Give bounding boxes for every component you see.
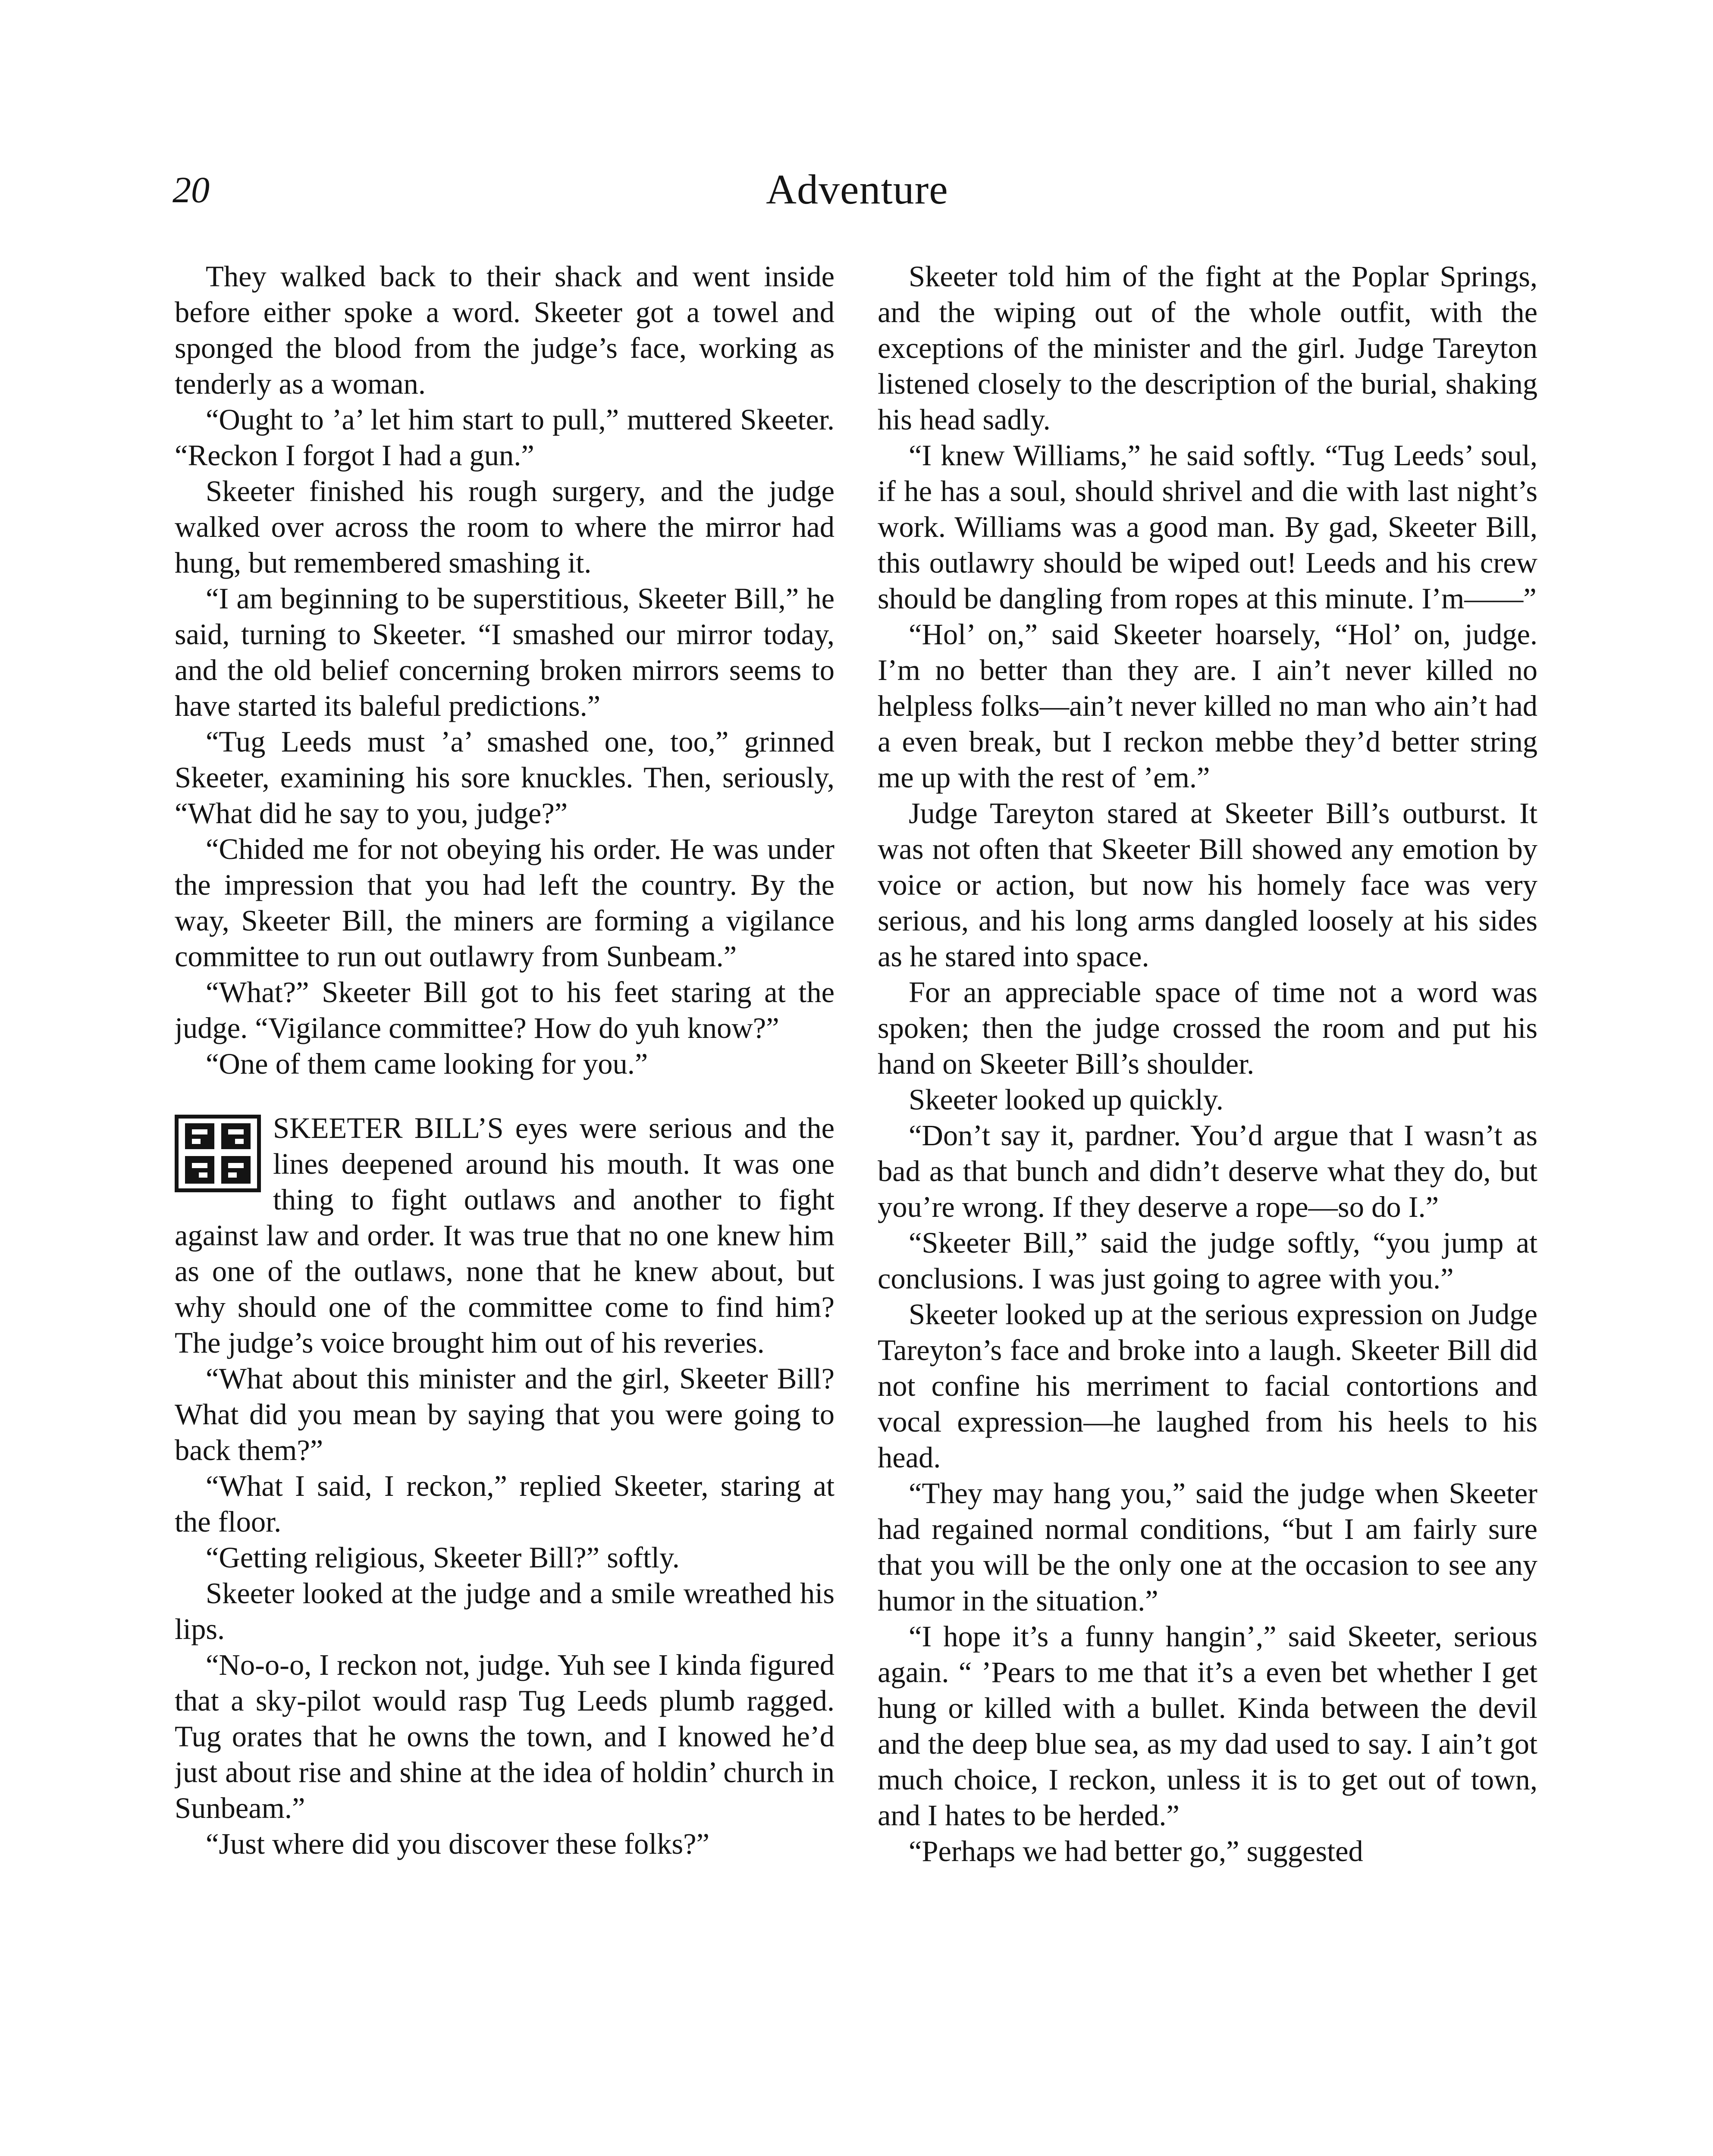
paragraph: They walked back to their shack and went inside before either spoke a word. Skeeter got a towel and sponged the blood from the judge’s face, working as tenderly as a woman. xyxy=(175,260,835,400)
paragraph: “Skeeter Bill,” said the judge softly, “you jump at conclusions. I was just going to agree with you.” xyxy=(878,1226,1537,1295)
page-header xyxy=(173,166,1542,222)
paragraph: For an appreciable space of time not a word was spoken; then the judge crossed the room and put his hand on Skeeter Bill’s shoulder. xyxy=(878,976,1537,1080)
paragraph: “One of them came looking for you.” xyxy=(206,1047,648,1080)
paragraph: Skeeter finished his rough surgery, and the judge walked over across the room to where the mirror had hung, but remembered smashing it. xyxy=(175,475,835,579)
paragraph: “Ought to ’a’ let him start to pull,” muttered Skeeter. “Reckon I forgot I had a gun.” xyxy=(175,403,835,472)
paragraph: “Chided me for not obeying his order. He was under the impression that you had left the country. By the way, Skeeter Bill, the miners are forming a vigilance committee to run out outlawry from Sunbeam.” xyxy=(175,833,835,973)
paragraph: “No-o-o, I reckon not, judge. Yuh see I kinda figured that a sky-pilot would rasp Tug Leeds plumb ragged. Tug orates that he owns the town, and I knowed he’d just about rise and shine at the idea of holdin’ church in Sunbeam.” xyxy=(175,1648,835,1824)
paragraph: “Getting religious, Skeeter Bill?” softly. xyxy=(206,1541,680,1574)
paragraph: “What?” Skeeter Bill got to his feet staring at the judge. “Vigilance committee? How do yuh know?” xyxy=(175,976,835,1044)
section-ornament-icon xyxy=(175,1115,261,1192)
paragraph: “I am beginning to be superstitious, Skeeter Bill,” he said, turning to Skeeter. “I smashed our mirror today, and the old belief concerning broken mirrors seems to have started its baleful predictions.” xyxy=(175,582,835,722)
paragraph: Skeeter looked up quickly. xyxy=(909,1083,1224,1116)
paragraph: Judge Tareyton stared at Skeeter Bill’s outburst. It was not often that Skeeter Bill showed any emotion by voice or action, but now his homely face was very serious, and his long arms dangled loosely at his sides as he stared into space. xyxy=(878,797,1537,973)
paragraph: “I knew Williams,” he said softly. “Tug Leeds’ soul, if he has a soul, should shrivel and die with last night’s work. Williams was a good man. By gad, Skeeter Bill, this outlawry should be wiped out! Leeds and his crew should be dangling from ropes at this minute. I’m——” xyxy=(878,439,1537,615)
section-opening-paragraph: SKEETER BILL’S eyes were serious and the lines deepened around his mouth. It was one thing to fight outlaws and another to fight against law and order. It was true that no one knew him as one of the outlaws, none that he knew about, but why should one of the committee come to find him? The judge’s voice brought him out of his reveries. xyxy=(175,1112,835,1359)
running-title: Adventure xyxy=(766,166,948,213)
paragraph: Skeeter told him of the fight at the Poplar Springs, and the wiping out of the whole outfit, with the exceptions of the minister and the girl. Judge Tareyton listened closely to the description of the burial, shaking his head sadly. xyxy=(878,260,1537,436)
paragraph: “Hol’ on,” said Skeeter hoarsely, “Hol’ on, judge. I’m no better than they are. I ain’t never killed no helpless folks—ain’t never killed no man who ain’t had a even break, but I reckon mebbe they’d better string me up with the rest of ’em.” xyxy=(878,618,1537,794)
paragraph: “I hope it’s a funny hangin’,” said Skeeter, serious again. “ ’Pears to me that it’s a even bet whether I get hung or killed with a bullet. Kinda between the devil and the deep blue sea, as my dad used to say. I ain’t got much choice, I reckon, unless it is to get out of town, and I hates to be herded.” xyxy=(878,1620,1537,1832)
paragraph: Skeeter looked up at the serious expression on Judge Tareyton’s face and broke into a laugh. Skeeter Bill did not confine his merriment to facial contortions and vocal expression—he laughed from his heels to his head. xyxy=(878,1298,1537,1474)
paragraph: “They may hang you,” said the judge when Skeeter had regained normal conditions, “but I am fairly sure that you will be the only one at the occasion to see any humor in the situation.” xyxy=(878,1477,1537,1617)
paragraph: “Perhaps we had better go,” suggested xyxy=(909,1835,1363,1868)
paragraph: “Tug Leeds must ’a’ smashed one, too,” grinned Skeeter, examining his sore knuckles. Then, seriously, “What did he say to you, judge?” xyxy=(175,725,835,830)
right-column xyxy=(878,259,1537,2156)
paragraph: “Just where did you discover these folks?” xyxy=(206,1827,709,1860)
paragraph: “Don’t say it, pardner. You’d argue that I wasn’t as bad as that bunch and didn’t deserve what they do, but you’re wrong. If they deserve a rope—so do I.” xyxy=(878,1119,1537,1223)
paragraph: Skeeter looked at the judge and a smile wreathed his lips. xyxy=(175,1577,835,1645)
paragraph: “What I said, I reckon,” replied Skeeter, staring at the floor. xyxy=(175,1470,835,1538)
section-spacer xyxy=(175,1082,835,1110)
page-number: 20 xyxy=(173,169,210,210)
paragraph: “What about this minister and the girl, Skeeter Bill? What did you mean by saying that you were going to back them?” xyxy=(175,1362,835,1467)
left-column xyxy=(175,259,835,2156)
